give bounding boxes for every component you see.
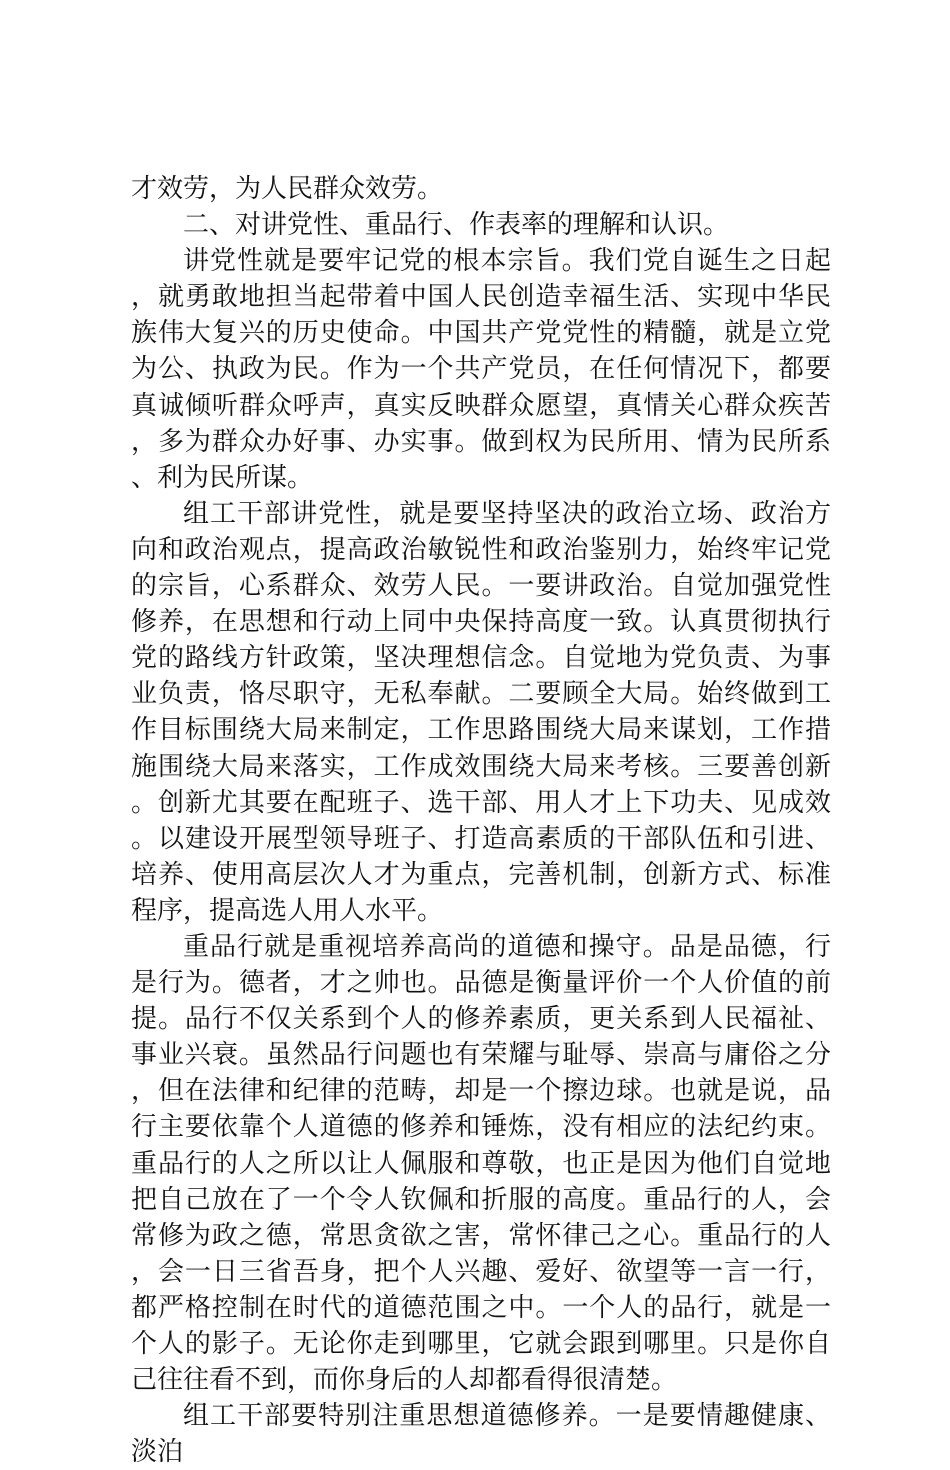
document-body — [131, 171, 831, 1470]
paragraph-continuation: 才效劳，为人民群众效劳。 — [131, 174, 444, 204]
section-heading: 二、对讲党性、重品行、作表率的理解和认识。 — [183, 210, 730, 241]
paragraph-cadre-party-spirit: 组工干部讲党性，就是要坚持坚决的政治立场、政治方向和政治观点，提高政治敏锐性和政治鉴别力，始终牢记党的宗旨，心系群众、效劳人民。一要讲政治。自觉加强党性修养，在思想和行动上同中央保持高度一致。认真贯彻执行党的路线方针政策，坚决理想信念。自觉地为党负责、为事业负责，恪尽职守，无私奉献。二要顾全大局。始终做到工作目标围绕大局来制定，工作思路围绕大局来谋划，工作措施围绕大局来落实，工作成效围绕大局来考核。三要善创新。创新尤其要在配班子、选干部、用人才上下功夫、见成效。以建设开展型领导班子、打造高素质的干部队伍和引进、培养、使用高层次人才为重点，完善机制，创新方式、标准程序，提高选人用人水平。 — [131, 498, 831, 926]
paragraph-moral-conduct: 重品行就是重视培养高尚的道德和操守。品是品德，行是行为。德者，才之帅也。品德是衡量评价一个人价值的前提。品行不仅关系到个人的修养素质，更关系到人民福祉、事业兴衰。虽然品行问题也有荣耀与耻辱、崇高与庸俗之分，但在法律和纪律的范畴，却是一个擦边球。也就是说，品行主要依靠个人道德的修养和锤炼，没有相应的法纪约束。重品行的人之所以让人佩服和尊敬，也正是因为他们自觉地把自己放在了一个令人钦佩和折服的高度。重品行的人，会常修为政之德，常思贪欲之害，常怀律己之心。重品行的人，会一日三省吾身，把个人兴趣、爱好、欲望等一言一行，都严格控制在时代的道德范围之中。一个人的品行，就是一个人的影子。无论你走到哪里，它就会跟到哪里。只是你自己往往看不到，而你身后的人却都看得很清楚。 — [131, 931, 831, 1396]
paragraph-party-spirit: 讲党性就是要牢记党的根本宗旨。我们党自诞生之日起，就勇敢地担当起带着中国人民创造幸福生活、实现中华民族伟大复兴的历史使命。中国共产党党性的精髓，就是立党为公、执政为民。作为一个共产党员，在任何情况下，都要真诚倾听群众呼声，真实反映群众愿望，真情关心群众疾苦，多为群众办好事、办实事。做到权为民所用、情为民所系、利为民所谋。 — [131, 246, 831, 493]
paragraph-moral-cultivation: 组工干部要特别注重思想道德修养。一是要情趣健康、淡泊 — [131, 1401, 831, 1468]
